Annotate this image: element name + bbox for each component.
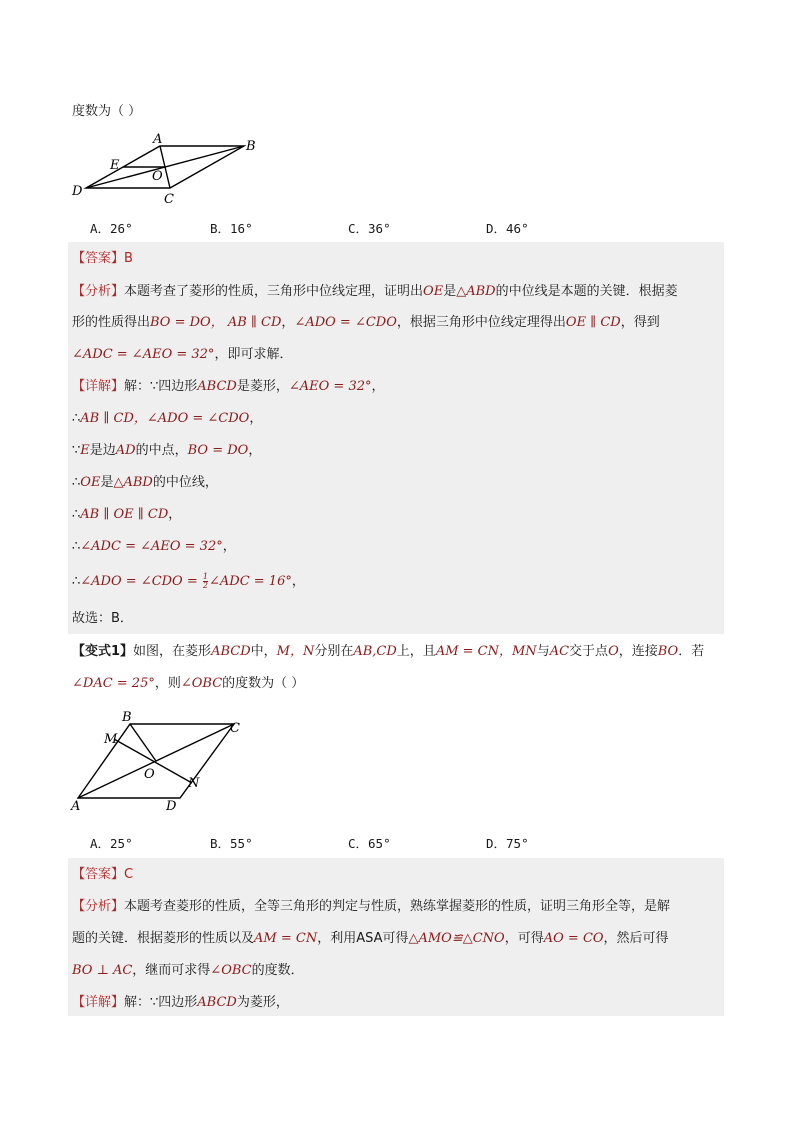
q1-label-a: A: [153, 132, 163, 147]
q2-label-a: A: [71, 799, 81, 814]
s1-detail-line-5: ∴AB ∥ OE ∥ CD，: [72, 507, 182, 522]
q2-option-a: A．25°: [90, 836, 133, 851]
q1-label-b: B: [246, 139, 256, 154]
q1-option-b: B．16°: [210, 221, 253, 236]
q2-option-b: B．55°: [210, 836, 253, 851]
s2-analysis-line-2: 题的关键．根据菱形的性质以及AM = CN，利用ASA可得△AMO≌△CNO，可得AO = CO，然后可得: [72, 931, 669, 946]
q2-option-c: C．65°: [348, 836, 391, 851]
q1-option-c: C．36°: [348, 221, 391, 236]
q1-option-a: A．26°: [90, 221, 133, 236]
s1-detail-line-7: ∴∠ADO = ∠CDO = $\frac{1}{2}$ ∠ADC = 16°，: [72, 572, 305, 590]
q1-tail: 度数为（ ）: [72, 104, 142, 119]
fraction-one-half: $\frac{1}{2}$: [202, 572, 208, 590]
s2-analysis-line-1: 【分析】本题考查菱形的性质，全等三角形的判定与性质，熟练掌握菱形的性质，证明三角形全等，是解: [72, 899, 671, 914]
s1-choose-line: 故选：B．: [72, 611, 133, 626]
rhombus-diagram-1: [68, 128, 268, 208]
s2-detail-line-1: 【详解】解：∵四边形ABCD为菱形，: [72, 995, 289, 1010]
s2-analysis-line-3: BO ⊥ AC，继而可求得∠OBC的度数．: [72, 963, 304, 978]
q2-label-o: O: [144, 767, 155, 782]
s2-answer-line: 【答案】C: [72, 867, 134, 882]
s1-analysis-line-3: ∠ADC = ∠AEO = 32°，即可求解．: [72, 347, 293, 362]
q1-label-e: E: [110, 158, 120, 173]
s1-detail-line-4: ∴OE是△ABD的中位线，: [72, 475, 218, 490]
q2-label-d: D: [166, 799, 177, 814]
q2-label-n: N: [188, 776, 200, 791]
q1-label-o: O: [152, 169, 163, 184]
q2-label-m: M: [104, 732, 118, 747]
s1-detail-line-6: ∴∠ADC = ∠AEO = 32°，: [72, 539, 236, 554]
s1-analysis-line-2: 形的性质得出BO = DO， AB ∥ CD，∠ADO = ∠CDO，根据三角形中位线定理得出OE ∥ CD，得到: [72, 315, 660, 330]
rhombus-diagram-2: [68, 706, 258, 816]
q1-label-c: C: [164, 192, 174, 207]
q1-label-d: D: [72, 184, 83, 199]
s1-detail-line-1: 【详解】解：∵四边形ABCD是菱形，∠AEO = 32°，: [72, 379, 385, 394]
s1-detail-line-2: ∴AB ∥ CD，∠ADO = ∠CDO，: [72, 411, 263, 426]
q2-label-b: B: [122, 710, 132, 725]
q1-option-d: D．46°: [486, 221, 529, 236]
q2-line-2: ∠DAC = 25°，则∠OBC的度数为（ ）: [72, 676, 305, 691]
s1-answer-line: 【答案】B: [72, 251, 133, 266]
q2-line-1: 【变式1】如图，在菱形ABCD中，M，N分别在AB,CD上，且AM = CN，MN与AC交于点O，连接BO．若: [72, 644, 705, 659]
q2-label-c: C: [230, 721, 240, 736]
q2-option-d: D．75°: [486, 836, 529, 851]
s1-detail-line-3: ∵E是边AD的中点，BO = DO，: [72, 443, 262, 458]
s1-analysis-line-1: 【分析】本题考查了菱形的性质，三角形中位线定理，证明出OE是△ABD的中位线是本题的关键．根据菱: [72, 284, 678, 299]
